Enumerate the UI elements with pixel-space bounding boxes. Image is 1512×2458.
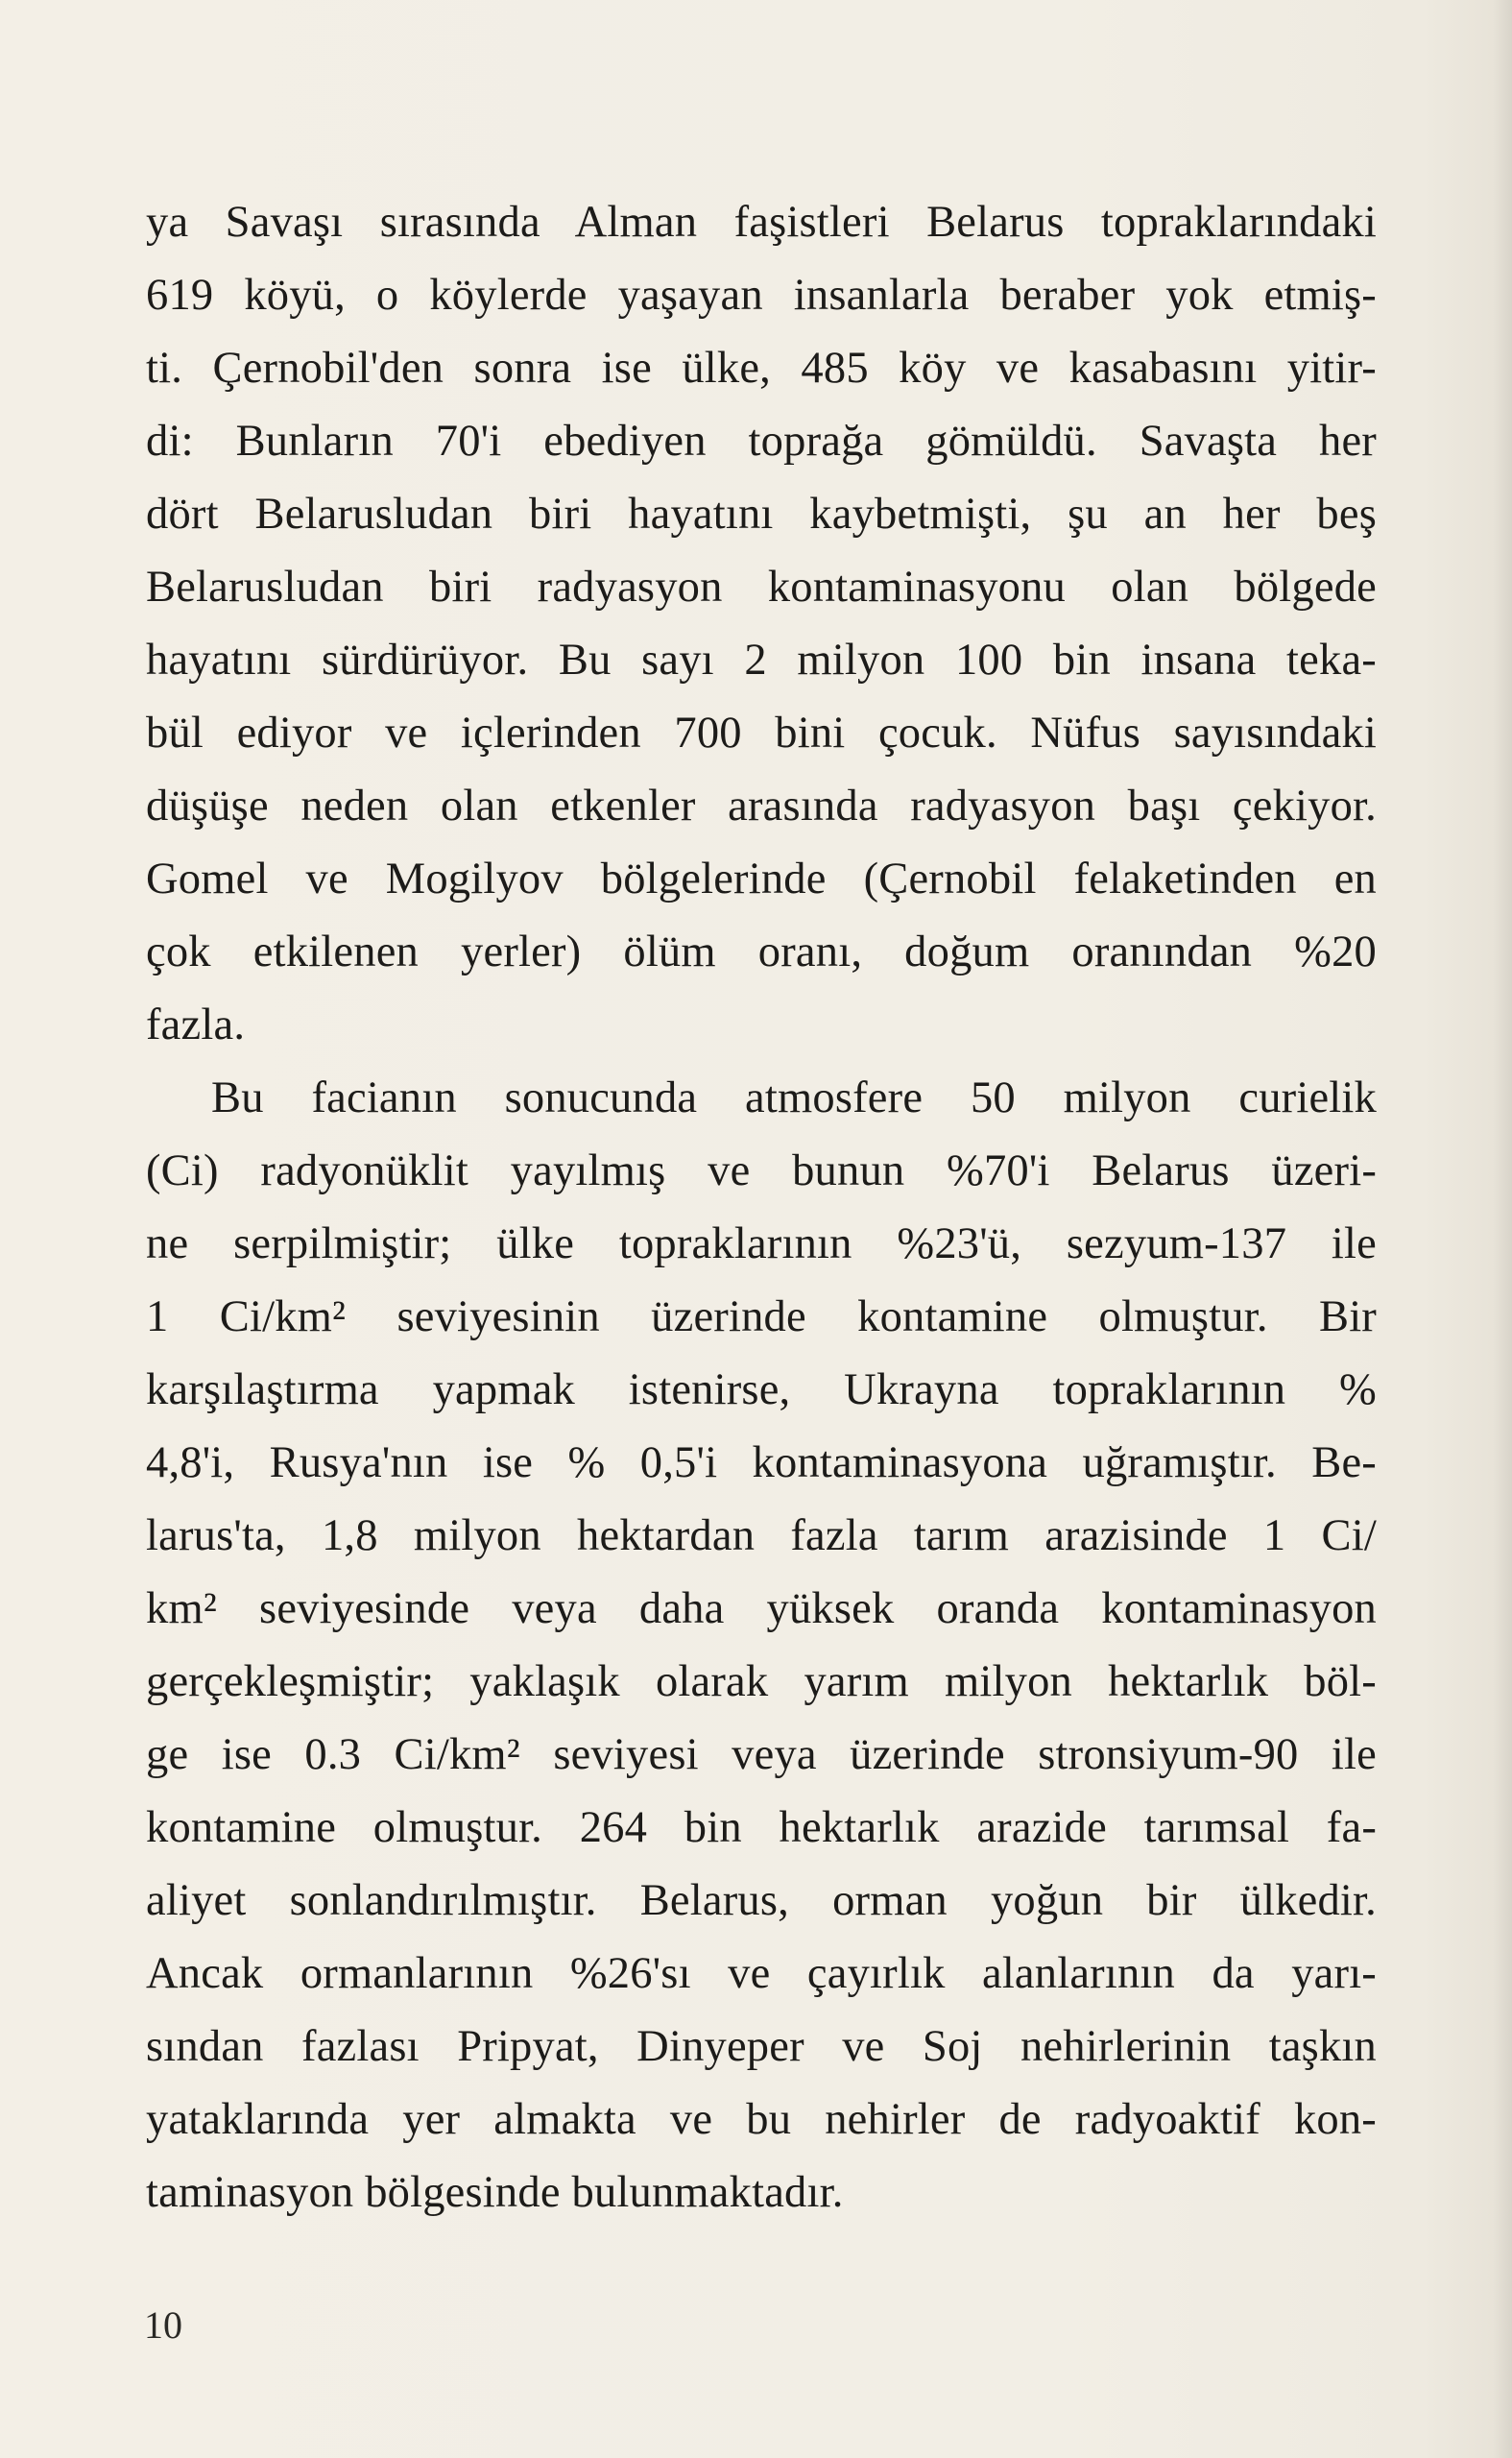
body-text [146,186,1377,2229]
text-line: bül ediyor ve içlerinden 700 bini çocuk. Nüfus sayısındaki [146,709,1377,758]
text-line: ge ise 0.3 Ci/km² seviyesi veya üzerinde stronsiyum-90 ile [146,1730,1377,1779]
text-line: Bu facianın sonucunda atmosfere 50 milyon curielik [211,1073,1377,1122]
text-line: gerçekleşmiştir; yaklaşık olarak yarım milyon hektarlık böl- [146,1657,1377,1706]
text-line: km² seviyesinde veya daha yüksek oranda kontaminasyon [146,1584,1377,1633]
text-line: dört Belarusludan biri hayatını kaybetmişti, şu an her beş [146,490,1377,539]
text-line: fazla. [146,1000,246,1049]
page-number: 10 [144,2303,182,2347]
text-line: Gomel ve Mogilyov bölgelerinde (Çernobil felaketinden en [146,855,1377,904]
text-line: kontamine olmuştur. 264 bin hektarlık arazide tarımsal fa- [146,1803,1377,1852]
text-line: hayatını sürdürüyor. Bu sayı 2 milyon 100 bin insana teka- [146,636,1377,685]
spine-shadow [1493,0,1512,2458]
text-line: sından fazlası Pripyat, Dinyeper ve Soj nehirlerinin taşkın [146,2022,1377,2071]
paragraph-1 [146,186,1377,1062]
paragraph-2 [146,1062,1377,2229]
text-line: (Ci) radyonüklit yayılmış ve bunun %70'i Belarus üzeri- [146,1146,1377,1195]
text-line: ya Savaşı sırasında Alman faşistleri Belarus topraklarındaki [146,198,1377,247]
text-line: di: Bunların 70'i ebediyen toprağa gömüldü. Savaşta her [146,417,1377,466]
text-line: karşılaştırma yapmak istenirse, Ukrayna topraklarının % [146,1365,1377,1414]
text-line: larus'ta, 1,8 milyon hektardan fazla tarım arazisinde 1 Ci/ [146,1511,1377,1560]
text-line: taminasyon bölgesinde bulunmaktadır. [146,2168,844,2217]
text-line: yataklarında yer almakta ve bu nehirler de radyoaktif kon- [146,2095,1377,2144]
text-line: 4,8'i, Rusya'nın ise % 0,5'i kontaminasyona uğramıştır. Be- [146,1438,1377,1487]
text-line: düşüşe neden olan etkenler arasında radyasyon başı çekiyor. [146,782,1377,831]
text-line: Ancak ormanlarının %26'sı ve çayırlık alanlarının da yarı- [146,1949,1377,1998]
text-line: ti. Çernobil'den sonra ise ülke, 485 köy ve kasabasını yitir- [146,344,1377,393]
text-line: 1 Ci/km² seviyesinin üzerinde kontamine olmuştur. Bir [146,1292,1377,1341]
text-line: ne serpilmiştir; ülke topraklarının %23'ü, sezyum-137 ile [146,1219,1377,1268]
text-line: 619 köyü, o köylerde yaşayan insanlarla beraber yok etmiş- [146,271,1377,320]
text-line: Belarusludan biri radyasyon kontaminasyonu olan bölgede [146,563,1377,612]
text-line: aliyet sonlandırılmıştır. Belarus, orman yoğun bir ülkedir. [146,1876,1377,1925]
text-line: çok etkilenen yerler) ölüm oranı, doğum oranından %20 [146,928,1377,976]
